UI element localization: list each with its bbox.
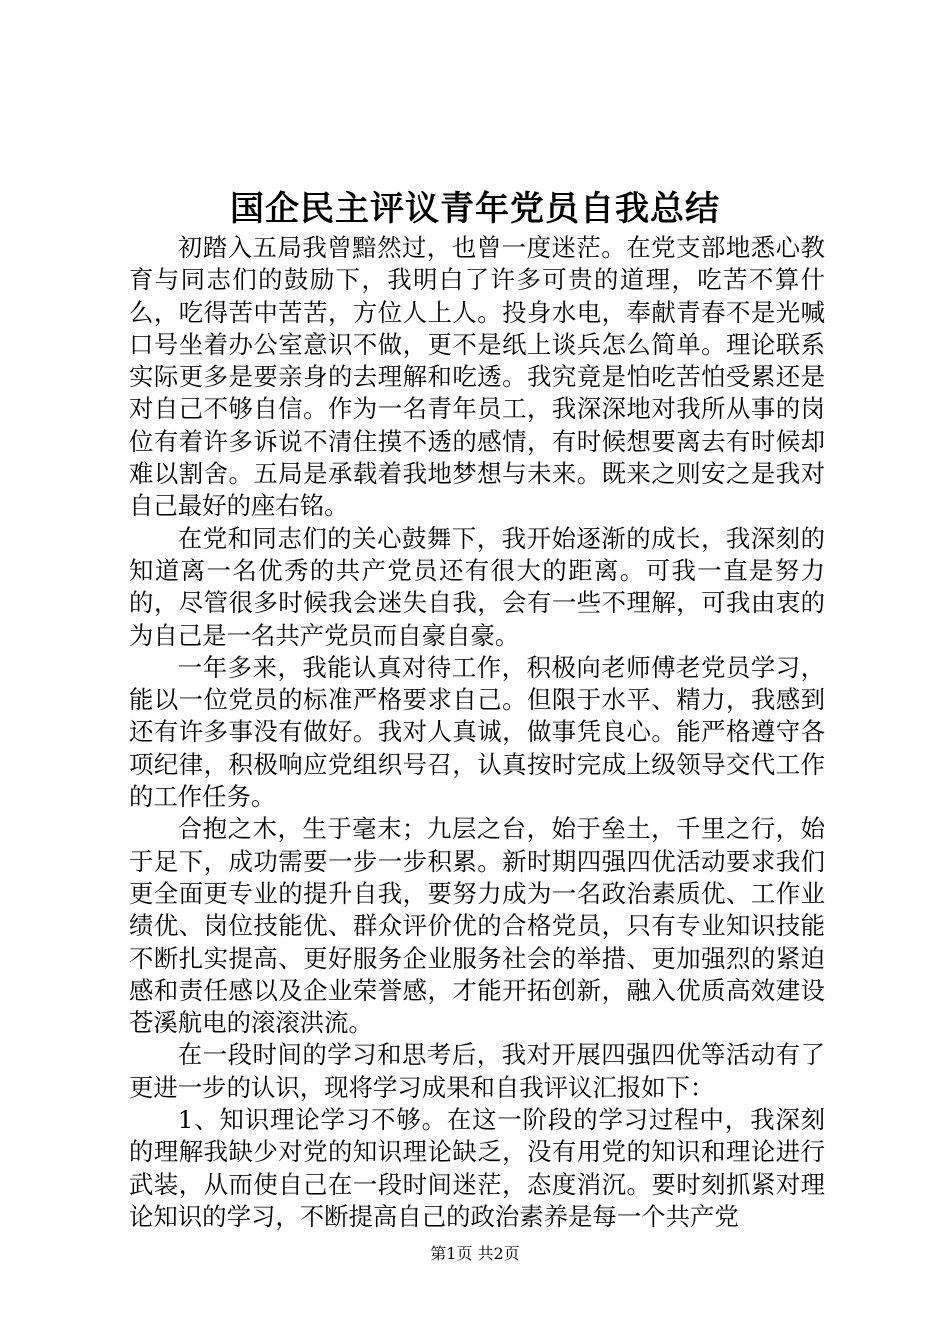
paragraph-2: 在党和同志们的关心鼓舞下，我开始逐渐的成长，我深刻的知道离一名优秀的共产党员还有很大的距离。可我一直是努力的，尽管很多时候我会迷失自我，会有一些不理解，可我由衷的为自己是一名共产党员而自豪自豪。 xyxy=(129,523,825,650)
paragraph-3: 一年多来，我能认真对待工作，积极向老师傅老党员学习，能以一位党员的标准严格要求自己。但限于水平、精力，我感到还有许多事没有做好。我对人真诚，做事凭良心。能严格遵守各项纪律，积极响应党组织号召，认真按时完成上级领导交代工作的工作任务。 xyxy=(129,652,825,812)
paragraph-6: 1、知识理论学习不够。在这一阶段的学习过程中，我深刻的理解我缺少对党的知识理论缺乏，没有用党的知识和理论进行武装，从而使自己在一段时间迷茫，态度消沉。要时刻抓紧对理论知识的学习，不断提高自己的政治素养是每一个共产党 xyxy=(129,1105,825,1231)
paragraph-4: 合抱之木，生于毫末；九层之台，始于垒土，千里之行，始于足下，成功需要一步一步积累。新时期四强四优活动要求我们更全面更专业的提升自我，要努力成为一名政治素质优、工作业绩优、岗位技能优、群众评价优的合格党员，只有专业知识技能不断扎实提高、更好服务企业服务社会的举措、更加强烈的紧迫感和责任感以及企业荣誉感，才能开拓创新，融入优质高效建设苍溪航电的滚滚洪流。 xyxy=(129,814,825,1038)
paragraph-1: 初踏入五局我曾黯然过，也曾一度迷茫。在党支部地悉心教育与同志们的鼓励下，我明白了许多可贵的道理，吃苦不算什么，吃得苦中苦苦，方位人上人。投身水电，奉献青春不是光喊口号坐着办公室意识不做，更不是纸上谈兵怎么简单。理论联系实际更多是要亲身的去理解和吃透。我究竟是怕吃苦怕受累还是对自己不够自信。作为一名青年员工，我深深地对我所从事的岗位有着许多诉说不清住摸不透的感情，有时候想要离去有时候却难以割舍。五局是承载着我地梦想与未来。既来之则安之是我对自己最好的座右铭。 xyxy=(129,233,825,521)
page-number-footer: 第1页 共2页 xyxy=(430,1244,520,1263)
document-body xyxy=(129,232,825,1233)
document-title: 国企民主评议青年党员自我总结 xyxy=(230,189,720,229)
paragraph-5: 在一段时间的学习和思考后，我对开展四强四优等活动有了更进一步的认识，现将学习成果和自我评议汇报如下： xyxy=(129,1040,825,1102)
